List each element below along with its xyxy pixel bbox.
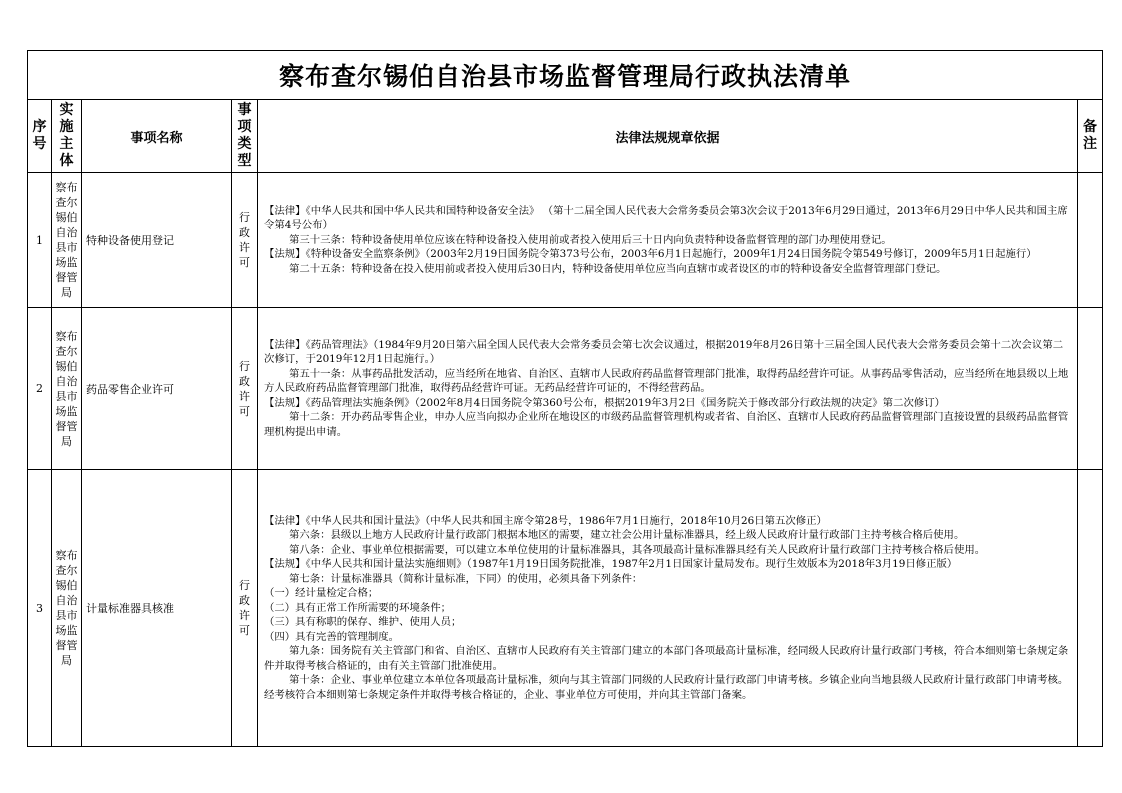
- row-legal-basis: [258, 308, 1078, 470]
- row-subject: 察布查尔锡伯自治县市场监督管局: [52, 308, 82, 470]
- basis-line: 第六条：县级以上地方人民政府计量行政部门根据本地区的需要，建立社会公用计量标准器具，经上级人民政府计量行政部门主持考核合格后使用。: [288, 529, 965, 542]
- header-item-type: 事项类型: [232, 100, 258, 173]
- row-item-type: 行政许可: [232, 308, 258, 470]
- basis-line: 【法律】《中华人民共和国中华人民共和国特种设备安全法》 （第十二届全国人民代表大会常务委员会第3次会议于2013年6月29日通过，2013年6月29日中华人民共和国主席令第4号公布）: [264, 204, 1068, 232]
- basis-line: 第九条：国务院有关主管部门和省、自治区、直辖市人民政府有关主管部门建立的本部门各项最高计量标准，经同级人民政府计量行政部门考核，符合本细则第七条规定条件并取得考核合格证的，由有关主管部门批准使用。: [264, 645, 1069, 672]
- row-seq: 2: [28, 308, 52, 470]
- header-remark: 备注: [1078, 100, 1103, 173]
- basis-line: 【法律】《药品管理法》（1984年9月20日第六届全国人民代表大会常务委员会第七次会议通过，根据2019年8月26日第十三届全国人民代表大会常务委员会第十二次会议第二次修订，于2019年12月1日起施行。）: [264, 338, 1064, 366]
- basis-line: 【法律】《中华人民共和国计量法》（中华人民共和国主席令第28号，1986年7月1日施行，2018年10月26日第五次修正）: [264, 514, 827, 527]
- basis-line: 【法规】《药品管理法实施条例》（2002年8月4日国务院令第360号公布，根据2019年3月2日《国务院关于修改部分行政法规的决定》第二次修订）: [264, 396, 946, 409]
- basis-line: （三）具有称职的保存、维护、使用人员；: [264, 616, 462, 629]
- table-row: [28, 308, 1103, 470]
- page-title: 察布查尔锡伯自治县市场监督管理局行政执法清单: [28, 51, 1103, 100]
- row-remark: [1078, 470, 1103, 747]
- basis-line: 【法规】《中华人民共和国计量法实施细则》（1987年1月19日国务院批准，1987年2月1日国家计量局发布。现行生效版本为2018年3月19日修正版）: [264, 558, 958, 571]
- header-legal-basis: 法律法规规章依据: [258, 100, 1078, 173]
- row-item-name: 计量标准器具核准: [82, 470, 232, 747]
- row-legal-basis: [258, 173, 1078, 308]
- row-seq: 1: [28, 173, 52, 308]
- row-item-name: 特种设备使用登记: [82, 173, 232, 308]
- header-seq: 序号: [28, 100, 52, 173]
- row-subject: 察布查尔锡伯自治县市场监督管局: [52, 470, 82, 747]
- basis-line: （二）具有正常工作所需要的环境条件；: [264, 601, 452, 614]
- row-item-type: 行政许可: [232, 173, 258, 308]
- basis-line: （一）经计量检定合格；: [264, 587, 379, 600]
- basis-line: （四）具有完善的管理制度。: [264, 630, 400, 643]
- enforcement-list-table: [27, 50, 1103, 747]
- table-header-row: [28, 100, 1103, 173]
- basis-line: 第十二条：开办药品零售企业，申办人应当向拟办企业所在地设区的市级药品监督管理机构或者省、自治区、直辖市人民政府药品监督管理部门直接设置的县级药品监督管理机构提出申请。: [264, 411, 1069, 438]
- basis-line: 第十条：企业、事业单位建立本单位各项最高计量标准，须向与其主管部门同级的人民政府计量行政部门申请考核。乡镇企业向当地县级人民政府计量行政部门申请考核。经考核符合本细则第七条规定条件并取得考核合格证的，企业、事业单位方可使用，并向其主管部门备案。: [264, 674, 1069, 701]
- header-subject: 实施主体: [52, 100, 82, 173]
- table-row: [28, 173, 1103, 308]
- row-remark: [1078, 308, 1103, 470]
- basis-line: 【法规】《特种设备安全监察条例》（2003年2月19日国务院令第373号公布，2003年6月1日起施行，2009年1月24日国务院令第549号修订，2009年5月1日起施行）: [264, 248, 1037, 261]
- basis-line: 第三十三条：特种设备使用单位应该在特种设备投入使用前或者投入使用后三十日内向负责特种设备监督管理的部门办理使用登记。: [288, 233, 892, 246]
- basis-line: 第八条：企业、事业单位根据需要，可以建立本单位使用的计量标准器具，其各项最高计量标准器具经有关人民政府计量行政部门主持考核合格后使用。: [288, 543, 986, 556]
- row-item-name: 药品零售企业许可: [82, 308, 232, 470]
- row-remark: [1078, 173, 1103, 308]
- basis-line: 第五十一条：从事药品批发活动，应当经所在地省、自治区、直辖市人民政府药品监督管理部门批准，取得药品经营许可证。从事药品零售活动，应当经所在地县级以上地方人民政府药品监督管理部门批准，取得药品经营许可证。无药品经营许可证的，不得经营药品。: [264, 367, 1069, 395]
- table-row: [28, 470, 1103, 747]
- basis-line: 第二十五条：特种设备在投入使用前或者投入使用后30日内，特种设备使用单位应当向直辖市或者设区的市的特种设备安全监督管理部门登记。: [288, 262, 947, 275]
- header-item-name: 事项名称: [82, 100, 232, 173]
- row-item-type: 行政许可: [232, 470, 258, 747]
- row-legal-basis: [258, 470, 1078, 747]
- basis-line: 第七条：计量标准器具（简称计量标准，下同）的使用，必须具备下列条件：: [288, 572, 643, 585]
- row-seq: 3: [28, 470, 52, 747]
- row-subject: 察布查尔锡伯自治县市场监督管局: [52, 173, 82, 308]
